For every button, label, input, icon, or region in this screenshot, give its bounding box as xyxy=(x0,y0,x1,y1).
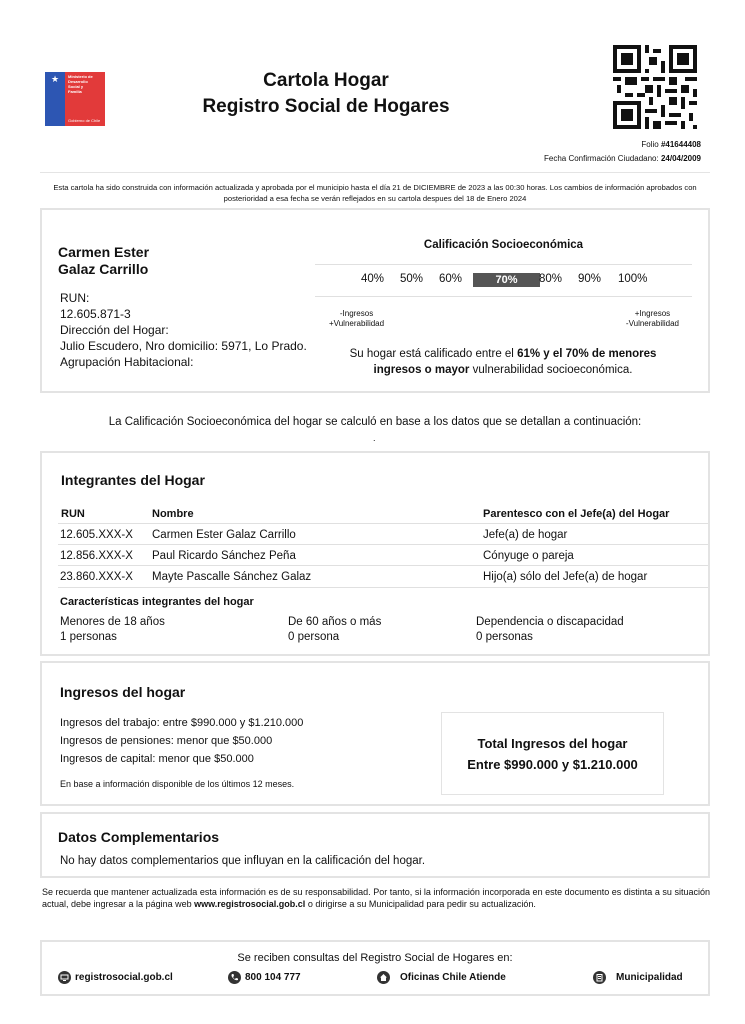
scale-right-legend xyxy=(626,309,679,329)
contact-phone[interactable] xyxy=(228,971,301,984)
c3-value: 0 personas xyxy=(476,631,533,643)
logo-text-4: Familia xyxy=(68,89,82,94)
address-value: Julio Escudero, Nro domicilio: 5971, Lo Prado. xyxy=(60,339,307,353)
scale-left-legend xyxy=(329,309,384,329)
row-line xyxy=(58,544,708,545)
star-icon: ★ xyxy=(51,74,60,84)
scale-100: 100% xyxy=(618,273,648,285)
intro-text: La Calificación Socioeconómica del hogar se calculó en base a los datos que se detallan a continuación: xyxy=(108,416,642,428)
ingresos-pensiones: Ingresos de pensiones: menor que $50.000 xyxy=(60,735,273,747)
caracteristica-mayores xyxy=(288,615,381,645)
left-label-2: +Vulnerabilidad xyxy=(329,319,385,328)
right-label-2: -Vulnerabilidad xyxy=(625,319,679,328)
table-header-line xyxy=(58,523,708,524)
row-line xyxy=(58,587,708,588)
complementarios-text: No hay datos complementarios que influyan en la calificación del hogar. xyxy=(60,855,426,867)
building-icon xyxy=(593,971,606,984)
row3-parentesco: Hijo(a) sólo del Jefe(a) de hogar xyxy=(483,571,648,583)
monitor-icon xyxy=(58,971,71,984)
person-name xyxy=(58,244,149,278)
person-details xyxy=(60,290,307,370)
caracteristica-dependencia xyxy=(476,615,624,645)
summary-post: vulnerabilidad socioeconómica. xyxy=(469,364,633,376)
person-name-line1: Carmen Ester xyxy=(58,244,150,260)
summary-bold1: 61% y el 70% de menores xyxy=(517,348,657,360)
row1-nombre: Carmen Ester Galaz Carrillo xyxy=(152,529,296,541)
address-label: Dirección del Hogar: xyxy=(60,323,169,337)
col-nombre: Nombre xyxy=(152,508,194,520)
row2-parentesco: Cónyuge o pareja xyxy=(483,550,574,562)
complementarios-title: Datos Complementarios xyxy=(58,829,220,845)
folio-block xyxy=(544,138,701,166)
row3-run: 23.860.XXX-X xyxy=(60,571,133,583)
ingresos-title: Ingresos del hogar xyxy=(60,684,186,700)
registro-link[interactable]: www.registrosocial.gob.cl xyxy=(194,899,306,909)
ingresos-capital: Ingresos de capital: menor que $50.000 xyxy=(60,753,254,765)
divider xyxy=(40,172,710,173)
col-run: RUN xyxy=(61,508,85,520)
calificacion-title: Calificación Socioeconómica xyxy=(423,239,584,251)
reminder-pre: Se recuerda que mantener actualizada esta información es de su responsabilidad. Por tanto, si la información incorporada en este documento es distinta a su situación actual, debe ingresar a la página web xyxy=(42,887,710,909)
logo-text-1: Ministerio de xyxy=(68,74,93,79)
row2-run: 12.856.XXX-X xyxy=(60,550,133,562)
row2-nombre: Paul Ricardo Sánchez Peña xyxy=(152,550,296,562)
c3-label: Dependencia o discapacidad xyxy=(476,616,624,628)
contact-phone-label: 800 104 777 xyxy=(245,972,301,983)
contact-web-label: registrosocial.gob.cl xyxy=(75,972,173,983)
page-title xyxy=(190,68,462,120)
scale-90: 90% xyxy=(578,273,602,285)
contact-title: Se reciben consultas del Registro Social de Hogares en: xyxy=(237,952,513,964)
title-line-2: Registro Social de Hogares xyxy=(202,96,450,117)
phone-icon xyxy=(228,971,241,984)
contact-panel xyxy=(40,940,710,996)
caracteristicas-title: Características integrantes del hogar xyxy=(60,596,254,608)
run-value: 12.605.871-3 xyxy=(60,307,131,321)
c2-label: De 60 años o más xyxy=(288,616,382,628)
contact-oficinas[interactable] xyxy=(377,971,506,984)
c2-value: 0 persona xyxy=(288,631,340,643)
logo-text-2: Desarrollo xyxy=(68,79,88,84)
left-label-1: -Ingresos xyxy=(339,309,374,318)
run-label: RUN: xyxy=(60,291,90,305)
reminder-text xyxy=(42,886,710,910)
calificacion-scale xyxy=(315,270,692,290)
folio-label: Folio xyxy=(641,140,659,149)
row1-run: 12.605.XXX-X xyxy=(60,529,133,541)
logo-footer: Gobierno de Chile xyxy=(68,118,101,123)
title-line-1: Cartola Hogar xyxy=(263,70,389,91)
folio-value: #41644408 xyxy=(660,140,701,149)
scale-60: 60% xyxy=(439,273,463,285)
ingresos-footnote: En base a información disponible de los últimos 12 meses. xyxy=(60,779,295,789)
summary-bold2: ingresos o mayor xyxy=(373,364,470,376)
agrupacion-label: Agrupación Habitacional: xyxy=(60,355,194,369)
total-value: Entre $990.000 y $1.210.000 xyxy=(467,757,638,772)
row-line xyxy=(58,565,708,566)
scale-top-line xyxy=(315,264,692,265)
scale-selected: 70% xyxy=(473,273,540,287)
scale-bottom-line xyxy=(315,296,692,297)
fecha-label: Fecha Confirmación Ciudadano: xyxy=(543,154,659,163)
intro-dot: . xyxy=(373,433,376,443)
ministerio-logo xyxy=(45,72,105,126)
c1-value: 1 personas xyxy=(60,631,117,643)
scale-80: 80% xyxy=(539,273,563,285)
reminder-post: o dirigirse a su Municipalidad para pedir su actualización. xyxy=(305,899,536,909)
row1-parentesco: Jefe(a) de hogar xyxy=(483,529,568,541)
contact-municipalidad-label: Municipalidad xyxy=(616,972,683,983)
total-ingresos xyxy=(441,733,664,775)
home-icon xyxy=(377,971,390,984)
c1-label: Menores de 18 años xyxy=(60,616,165,628)
right-label-1: +Ingresos xyxy=(634,309,671,318)
ingresos-list xyxy=(60,714,303,768)
summary-pre: Su hogar está calificado entre el xyxy=(349,348,518,360)
logo-text-3: Social y xyxy=(68,84,84,89)
row3-nombre: Mayte Pascalle Sánchez Galaz xyxy=(152,571,312,583)
contact-municipalidad[interactable] xyxy=(593,971,683,984)
qr-code-icon xyxy=(613,45,697,129)
contact-web[interactable] xyxy=(58,971,173,984)
complementarios-panel xyxy=(40,812,710,878)
fecha-value: 24/04/2009 xyxy=(660,154,701,163)
contact-oficinas-label: Oficinas Chile Atiende xyxy=(400,972,506,983)
col-parentesco: Parentesco con el Jefe(a) del Hogar xyxy=(483,508,670,520)
caracteristica-menores xyxy=(60,615,165,645)
total-title: Total Ingresos del hogar xyxy=(477,736,628,751)
scale-50: 50% xyxy=(400,273,424,285)
ingresos-trabajo: Ingresos del trabajo: entre $990.000 y $1.210.000 xyxy=(60,717,304,729)
person-name-line2: Galaz Carrillo xyxy=(58,261,149,277)
update-note: Esta cartola ha sido construida con información actualizada y aprobada por el municipio hasta el día 21 de DICIEMBRE de 2023 a las 00:30 horas. Los cambios de información aprobados con posterioridad a esa fecha se verán reflejados en su cartola despues del 18 de Enero 2024 xyxy=(53,183,697,203)
calificacion-summary xyxy=(318,346,688,378)
scale-40: 40% xyxy=(361,273,385,285)
integrantes-title: Integrantes del Hogar xyxy=(61,472,205,488)
